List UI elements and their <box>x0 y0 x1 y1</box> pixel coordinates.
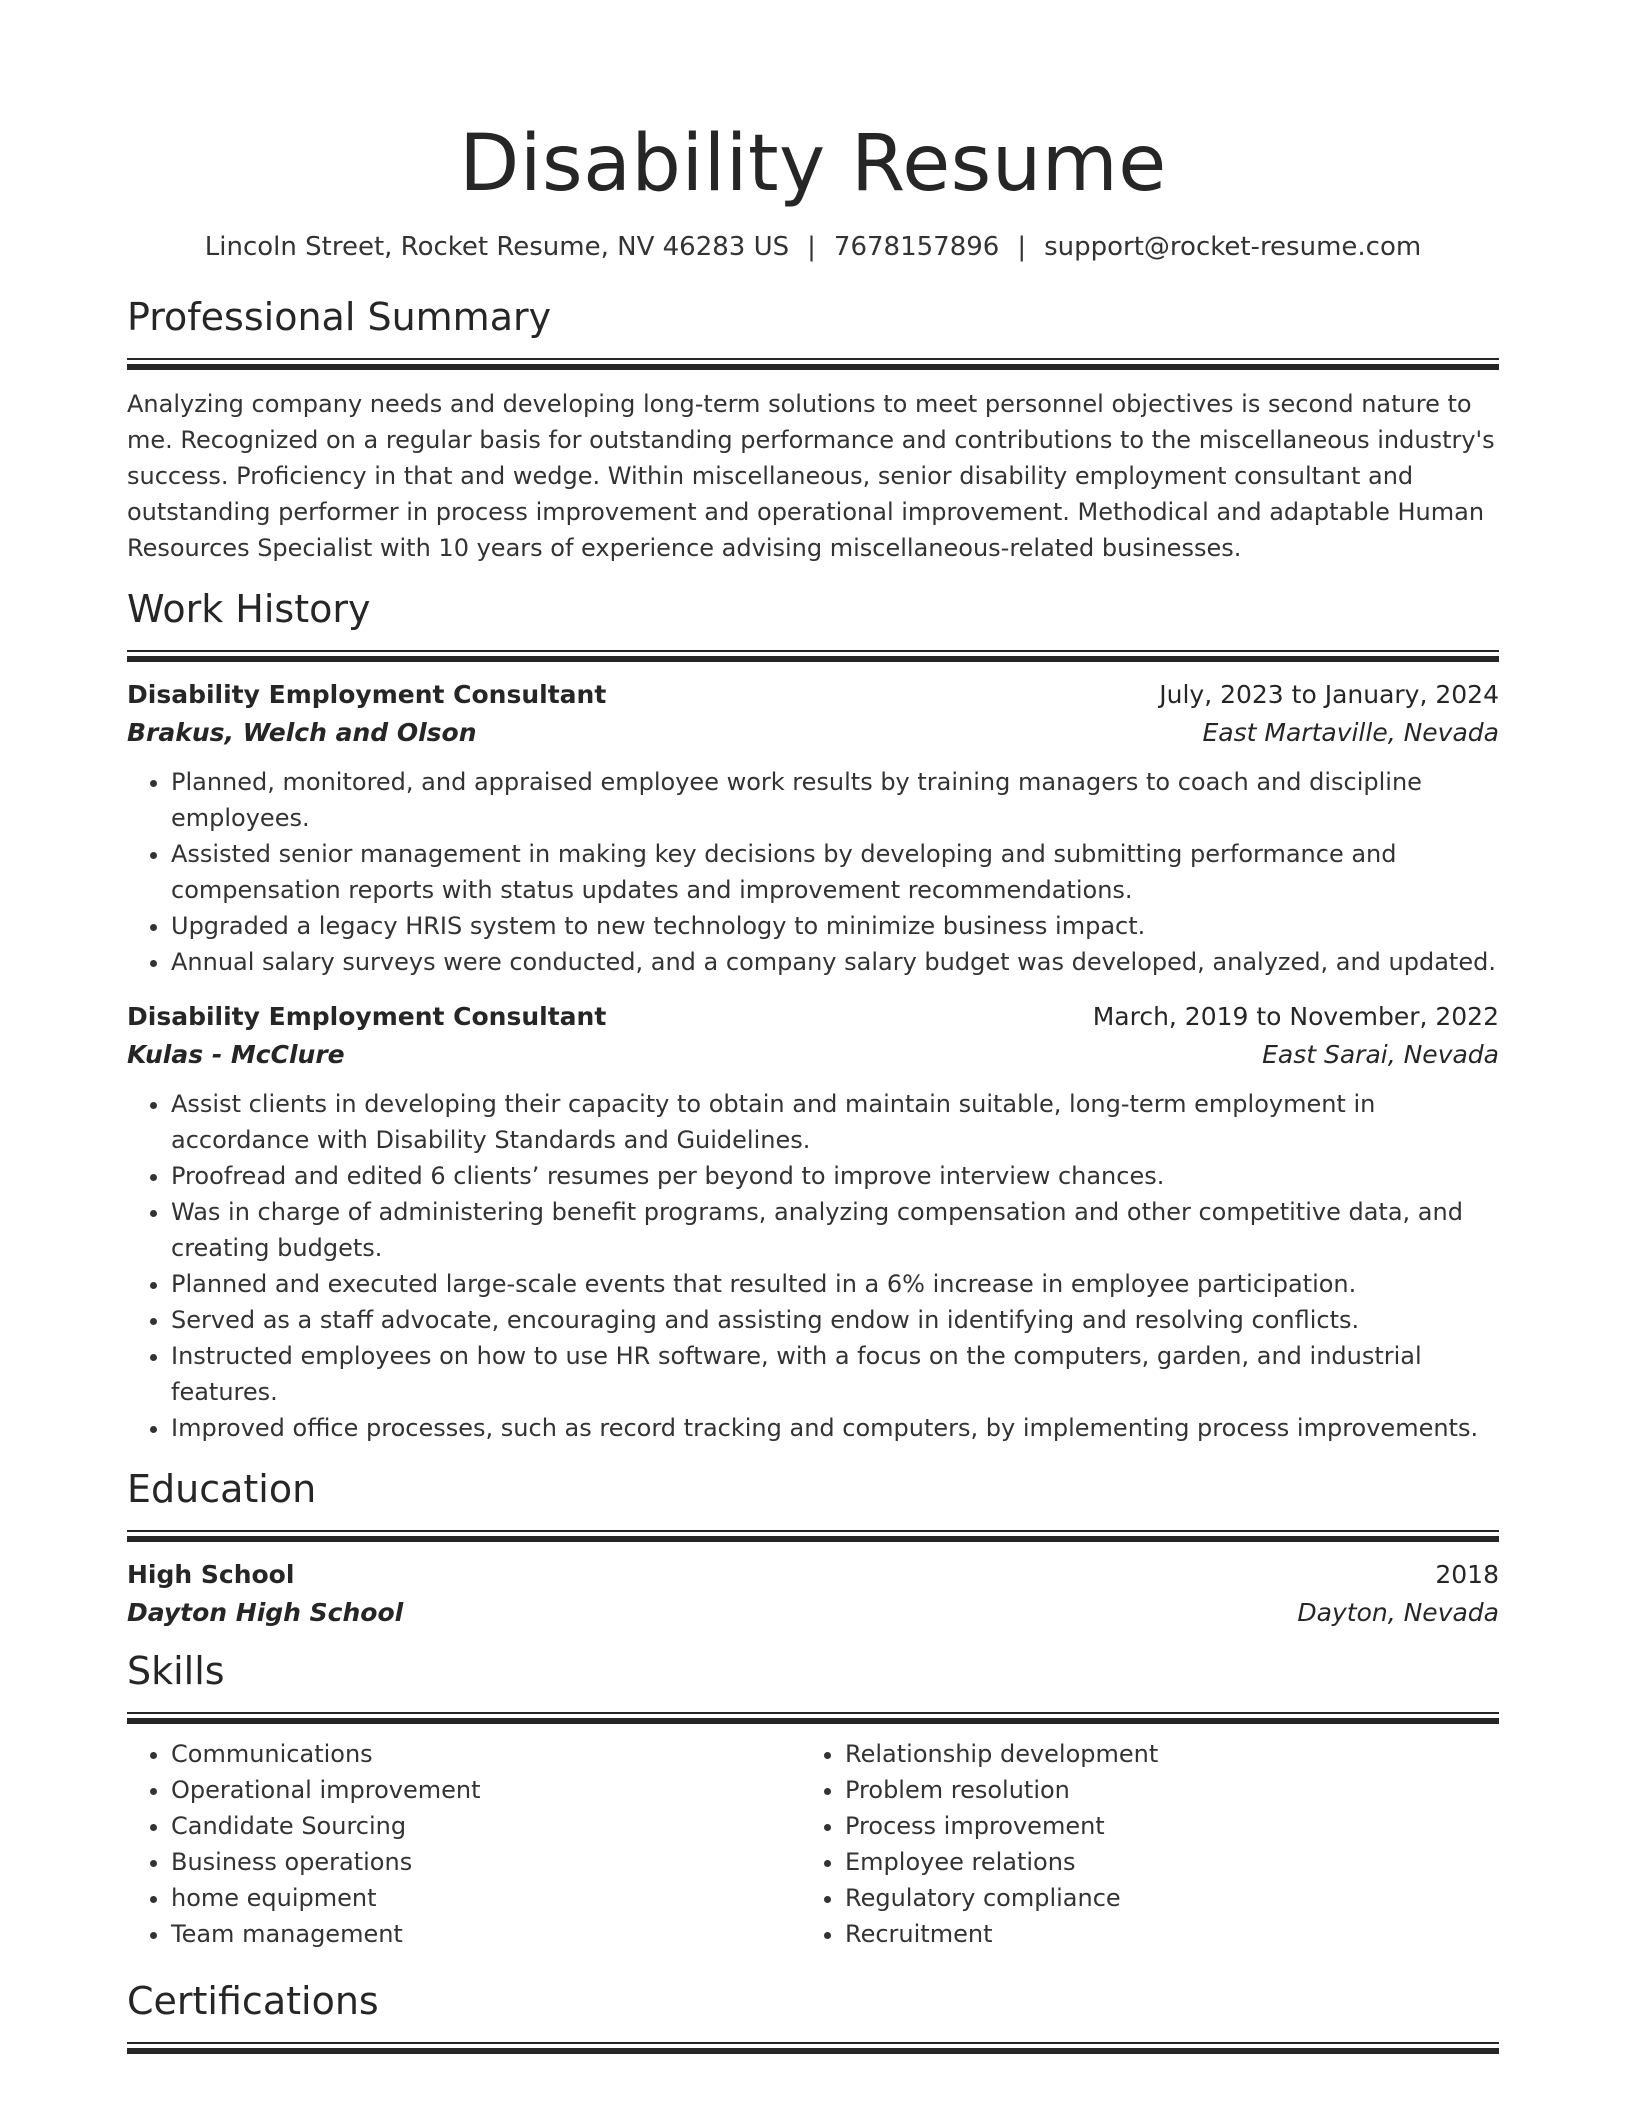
section-title-summary: Professional Summary <box>127 295 552 339</box>
skills-section <box>127 1646 1499 1952</box>
job-bullet: • Served as a staff advocate, encouraging and assisting endow in identifying and resolving conflicts. <box>171 1302 1499 1338</box>
contact-email: support@rocket-resume.com <box>1044 232 1422 262</box>
contact-separator: | <box>1017 232 1027 262</box>
job-entry <box>127 998 1499 1446</box>
education-entry <box>127 1556 1499 1632</box>
job-bullet: • Proofread and edited 6 clients’ resumes per beyond to improve interview chances. <box>171 1158 1499 1194</box>
skill-item: • Business operations <box>171 1844 801 1880</box>
certifications-section <box>127 1976 1499 2054</box>
job-bullet: • Was in charge of administering benefit programs, analyzing compensation and other competitive data, and creating budgets. <box>171 1194 1499 1266</box>
education-location: Dayton, Nevada <box>1297 1598 1499 1627</box>
contact-phone: 7678157896 <box>833 232 1000 262</box>
job-bullet: • Upgraded a legacy HRIS system to new technology to minimize business impact. <box>171 908 1499 944</box>
resume-page <box>127 0 1499 2054</box>
skill-item: • Team management <box>171 1916 801 1952</box>
job-bullet: • Planned and executed large-scale events that resulted in a 6% increase in employee participation. <box>171 1266 1499 1302</box>
section-divider <box>127 1712 1499 1724</box>
job-bullet: • Improved office processes, such as record tracking and computers, by implementing process improvements. <box>171 1410 1499 1446</box>
education-degree: High School <box>127 1560 295 1589</box>
education-year: 2018 <box>1435 1560 1499 1589</box>
job-bullet: • Annual salary surveys were conducted, and a company salary budget was developed, analyzed, and updated. <box>171 944 1499 980</box>
summary-text: Analyzing company needs and developing long-term solutions to meet personnel objectives is second nature to me. Recognized on a regular basis for outstanding performance and contributions to the miscellaneous industry's success. Proficiency in that and wedge. Within miscellaneous, senior disability employment consultant and outstanding performer in process improvement and operational improvement. Methodical and adaptable Human Resources Specialist with 10 years of experience advising miscellaneous-related businesses. <box>127 390 1495 562</box>
job-bullets <box>127 1086 1499 1446</box>
job-header <box>127 676 1499 714</box>
job-location: East Sarai, Nevada <box>1262 1040 1499 1069</box>
skill-item: • Communications <box>171 1736 801 1772</box>
job-header <box>127 998 1499 1036</box>
skill-item: • Regulatory compliance <box>845 1880 1475 1916</box>
job-dates: July, 2023 to January, 2024 <box>1159 680 1499 709</box>
contact-separator: | <box>807 232 816 262</box>
education-school: Dayton High School <box>127 1598 404 1627</box>
job-location: East Martaville, Nevada <box>1202 718 1499 747</box>
job-subheader <box>127 714 1499 752</box>
job-bullet: • Planned, monitored, and appraised employee work results by training managers to coach and discipline employees. <box>171 764 1499 836</box>
job-title: Disability Employment Consultant <box>127 680 607 709</box>
job-dates: March, 2019 to November, 2022 <box>1092 1002 1499 1031</box>
job-subheader <box>127 1036 1499 1074</box>
skill-item: • Operational improvement <box>171 1772 801 1808</box>
skill-item: • Relationship development <box>845 1736 1475 1772</box>
skill-item: • Recruitment <box>845 1916 1475 1952</box>
summary-section <box>127 292 1499 566</box>
education-subheader <box>127 1594 1499 1632</box>
contact-address: Lincoln Street, Rocket Resume, NV 46283 US <box>204 232 790 262</box>
skill-item: • Problem resolution <box>845 1772 1475 1808</box>
section-divider <box>127 1530 1499 1542</box>
skill-item: • home equipment <box>171 1880 801 1916</box>
skills-list-right <box>801 1736 1475 1952</box>
job-bullet: • Instructed employees on how to use HR software, with a focus on the computers, garden, and industrial features. <box>171 1338 1499 1410</box>
skills-list-left <box>127 1736 801 1952</box>
section-divider <box>127 650 1499 662</box>
section-title-certifications: Certifications <box>127 1979 379 2023</box>
skill-item: • Employee relations <box>845 1844 1475 1880</box>
skill-item: • Candidate Sourcing <box>171 1808 801 1844</box>
job-entry <box>127 676 1499 980</box>
section-title-education: Education <box>127 1467 317 1511</box>
section-divider <box>127 358 1499 370</box>
section-title-work: Work History <box>127 587 371 631</box>
job-company: Brakus, Welch and Olson <box>127 718 477 747</box>
skills-columns <box>127 1736 1499 1952</box>
job-bullet: • Assisted senior management in making key decisions by developing and submitting performance and compensation reports with status updates and improvement recommendations. <box>171 836 1499 908</box>
education-header <box>127 1556 1499 1594</box>
job-company: Kulas - McClure <box>127 1040 345 1069</box>
section-title-skills: Skills <box>127 1649 225 1693</box>
contact-line <box>127 230 1499 264</box>
skill-item: • Process improvement <box>845 1808 1475 1844</box>
job-bullets <box>127 764 1499 980</box>
section-divider <box>127 2042 1499 2054</box>
resume-name: Disability Resume <box>459 119 1167 209</box>
job-title: Disability Employment Consultant <box>127 1002 607 1031</box>
work-section <box>127 584 1499 1446</box>
job-bullet: • Assist clients in developing their capacity to obtain and maintain suitable, long-term employment in accordance with Disability Standards and Guidelines. <box>171 1086 1499 1158</box>
education-section <box>127 1464 1499 1632</box>
